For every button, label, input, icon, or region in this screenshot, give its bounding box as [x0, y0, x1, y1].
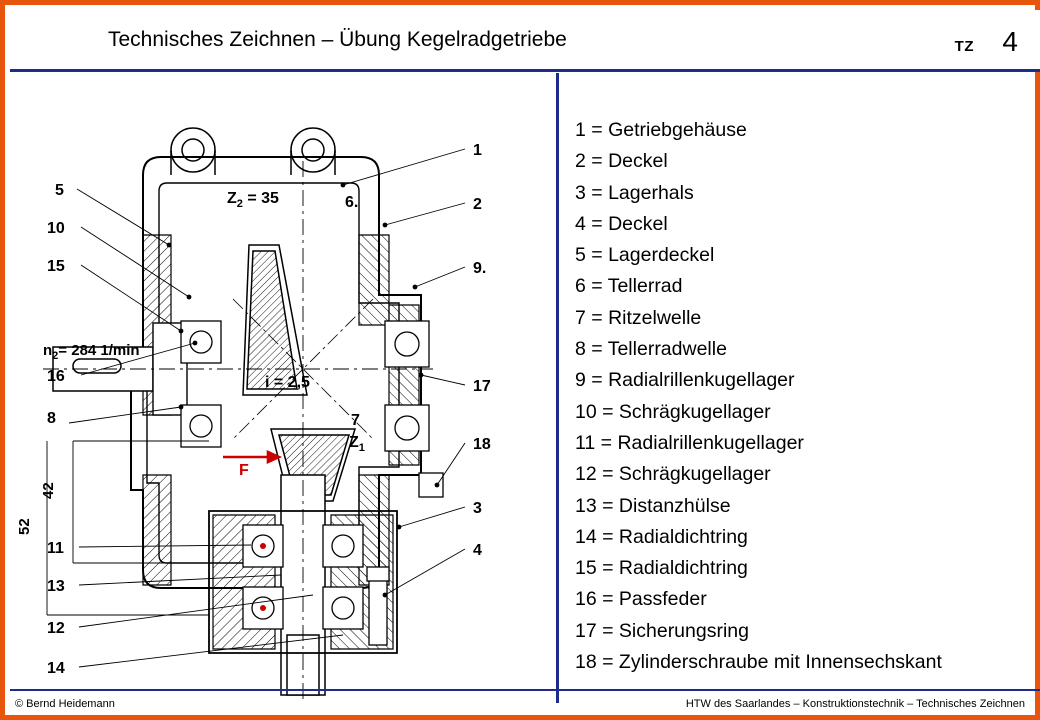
callout-10: 10: [47, 220, 65, 237]
teeth-label: $Z_2 = 35$: [227, 190, 279, 210]
legend-item: 15 = Radialdichtring: [575, 557, 748, 580]
parts-legend: [575, 115, 1030, 678]
callout-11: 11: [47, 540, 64, 557]
z1-label: $Z_1$: [349, 434, 365, 454]
legend-item: 16 = Passfeder: [575, 588, 707, 611]
vertical-divider: [556, 73, 559, 703]
callout-8: 8: [47, 410, 56, 427]
page-number: 4: [1002, 26, 1018, 57]
legend-item: 1 = Getriebgehäuse: [575, 119, 747, 141]
force-label: F: [239, 462, 249, 479]
callout-6: 6.: [345, 194, 359, 211]
footer-divider: [10, 689, 1040, 691]
speed-label: $n_2= 284$ 1/min: [43, 342, 140, 362]
slide-header: [10, 10, 1040, 72]
legend-item: 10 = Schrägkugellager: [575, 400, 771, 423]
technical-drawing: [13, 75, 553, 700]
legend-item: 2 = Deckel: [575, 150, 668, 173]
legend-item: 18 = Zylinderschraube mit Innensechskant: [575, 651, 942, 674]
legend-item: 8 = Tellerradwelle: [575, 338, 727, 361]
callout-5: 5: [55, 182, 64, 199]
callout-14: 14: [47, 660, 65, 677]
footer-copyright: © Bernd Heidemann: [15, 698, 115, 710]
callout-7: 7: [351, 412, 360, 429]
legend-item: 9 = Radialrillenkugellager: [575, 369, 795, 392]
callout-16: 16: [47, 368, 65, 385]
callout-13: 13: [47, 578, 65, 595]
legend-item: 7 = Ritzelwelle: [575, 306, 702, 329]
legend-item: 3 = Lagerhals: [575, 181, 694, 204]
callout-12: 12: [47, 620, 65, 637]
dim-42: 42: [40, 482, 57, 499]
legend-item: 14 = Radialdichtring: [575, 525, 748, 548]
legend-item: 13 = Distanzhülse: [575, 494, 731, 517]
ratio-label: i = 2,5: [265, 374, 310, 391]
callout-15: 15: [47, 258, 65, 275]
legend-item: 17 = Sicherungsring: [575, 619, 749, 642]
dim-52: 52: [16, 518, 33, 535]
callout-9: 9.: [473, 260, 487, 277]
callout-1: 1: [473, 142, 482, 159]
legend-item: 11 = Radialrillenkugellager: [575, 431, 804, 454]
legend-item: 5 = Lagerdeckel: [575, 244, 715, 267]
footer-institution: HTW des Saarlandes – Konstruktionstechnik – Technisches Zeichnen: [685, 698, 1025, 710]
course-code-label: TZ: [954, 38, 974, 55]
legend-item: 4 = Deckel: [575, 212, 668, 235]
callout-4: 4: [473, 542, 482, 559]
legend-item: 12 = Schrägkugellager: [575, 463, 771, 486]
callout-18: 18: [473, 436, 491, 453]
callout-2: 2: [473, 196, 482, 213]
page-title: Technisches Zeichnen – Übung Kegelradgetriebe: [108, 28, 567, 51]
callout-17: 17: [473, 378, 491, 395]
callout-3: 3: [473, 500, 482, 517]
legend-item: 6 = Tellerrad: [575, 275, 683, 298]
